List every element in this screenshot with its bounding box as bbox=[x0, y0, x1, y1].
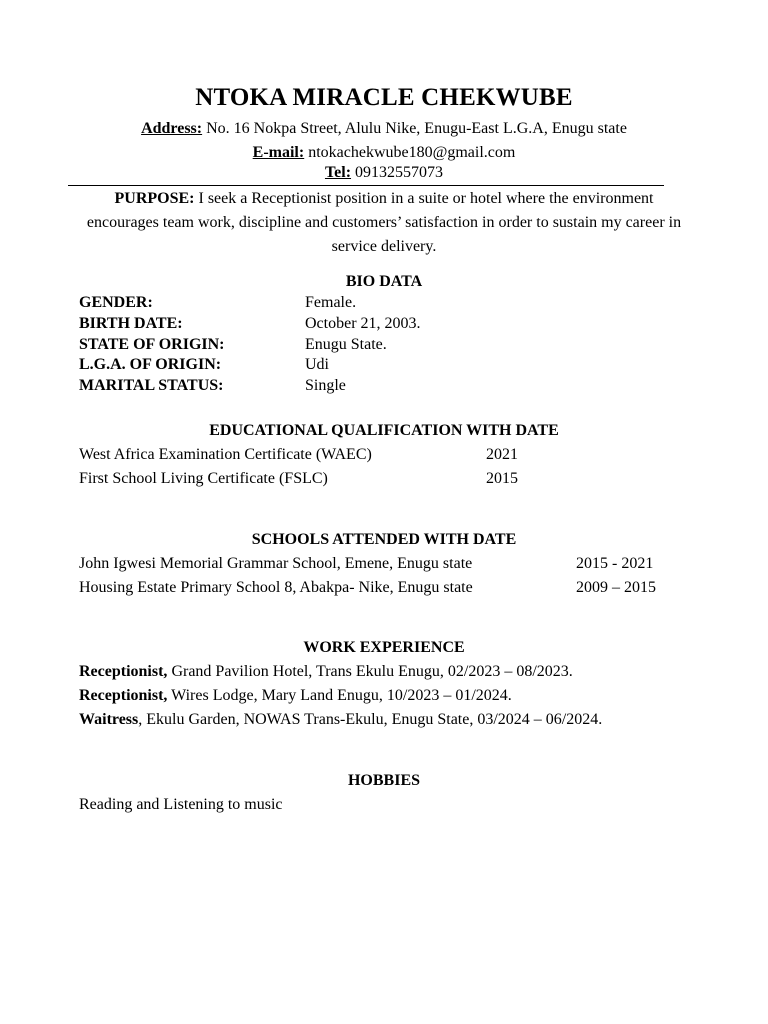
email-label: E-mail: bbox=[252, 144, 305, 161]
work-row bbox=[79, 711, 699, 729]
work-role: Waitress bbox=[79, 711, 139, 728]
work-detail: , Ekulu Garden, NOWAS Trans-Ekulu, Enugu State, 03/2024 – 06/2024. bbox=[138, 711, 603, 728]
work-role: Receptionist, bbox=[79, 663, 168, 680]
bio-row-birth-date bbox=[79, 315, 699, 333]
school-row bbox=[79, 555, 699, 573]
work-detail: Wires Lodge, Mary Land Enugu, 10/2023 – 01/2024. bbox=[167, 687, 512, 704]
education-heading: EDUCATIONAL QUALIFICATION WITH DATE bbox=[209, 422, 559, 439]
work-heading: WORK EXPERIENCE bbox=[303, 639, 465, 656]
bio-row-lga-of-origin bbox=[79, 356, 699, 374]
bio-value: October 21, 2003. bbox=[305, 315, 421, 332]
purpose-text: I seek a Receptionist position in a suite or hotel where the environment encourages team work, discipline and customers’ satisfaction in order to sustain my career in service delivery. bbox=[86, 190, 682, 255]
email-line bbox=[0, 144, 768, 162]
school-row bbox=[79, 579, 699, 597]
work-role: Receptionist, bbox=[79, 687, 168, 704]
education-row bbox=[79, 446, 699, 464]
bio-label: MARITAL STATUS: bbox=[79, 377, 224, 394]
tel-label: Tel: bbox=[324, 164, 352, 181]
school-name: John Igwesi Memorial Grammar School, Emene, Enugu state bbox=[79, 555, 473, 572]
bio-value: Udi bbox=[305, 356, 329, 373]
bio-value: Enugu State. bbox=[305, 336, 387, 353]
school-name: Housing Estate Primary School 8, Abakpa- Nike, Enugu state bbox=[79, 579, 473, 596]
school-date: 2009 – 2015 bbox=[576, 579, 656, 596]
tel-line bbox=[0, 164, 768, 182]
work-row bbox=[79, 687, 699, 705]
bio-value: Female. bbox=[305, 294, 357, 311]
school-date: 2015 - 2021 bbox=[576, 555, 654, 572]
work-detail: Grand Pavilion Hotel, Trans Ekulu Enugu, 02/2023 – 08/2023. bbox=[167, 663, 573, 680]
address-value: No. 16 Nokpa Street, Alulu Nike, Enugu-East L.G.A, Enugu state bbox=[202, 120, 627, 137]
bio-label: GENDER: bbox=[79, 294, 153, 311]
bio-label: BIRTH DATE: bbox=[79, 315, 183, 332]
hobbies-text: Reading and Listening to music bbox=[79, 796, 283, 813]
address-label: Address: bbox=[141, 120, 203, 137]
address-line bbox=[0, 120, 768, 138]
qualification-name: West Africa Examination Certificate (WAEC) bbox=[79, 446, 372, 463]
schools-heading: SCHOOLS ATTENDED WITH DATE bbox=[251, 531, 517, 548]
email-value: ntokachekwube180@gmail.com bbox=[304, 144, 516, 161]
education-row bbox=[79, 470, 699, 488]
qualification-date: 2021 bbox=[486, 446, 518, 463]
bio-value: Single bbox=[305, 377, 346, 394]
purpose-label: PURPOSE: bbox=[114, 190, 195, 207]
bio-label: L.G.A. OF ORIGIN: bbox=[79, 356, 222, 373]
qualification-name: First School Living Certificate (FSLC) bbox=[79, 470, 328, 487]
hobbies-heading: HOBBIES bbox=[347, 772, 421, 789]
purpose-paragraph bbox=[80, 187, 688, 259]
bio-data-heading: BIO DATA bbox=[345, 273, 423, 290]
bio-row-gender bbox=[79, 294, 699, 312]
work-row bbox=[79, 663, 699, 681]
bio-label: STATE OF ORIGIN: bbox=[79, 336, 225, 353]
applicant-name: NTOKA MIRACLE CHEKWUBE bbox=[195, 84, 573, 111]
header-divider bbox=[68, 185, 664, 186]
bio-row-marital-status bbox=[79, 377, 699, 395]
qualification-date: 2015 bbox=[486, 470, 518, 487]
bio-row-state-of-origin bbox=[79, 336, 699, 354]
tel-value: 09132557073 bbox=[351, 164, 444, 181]
